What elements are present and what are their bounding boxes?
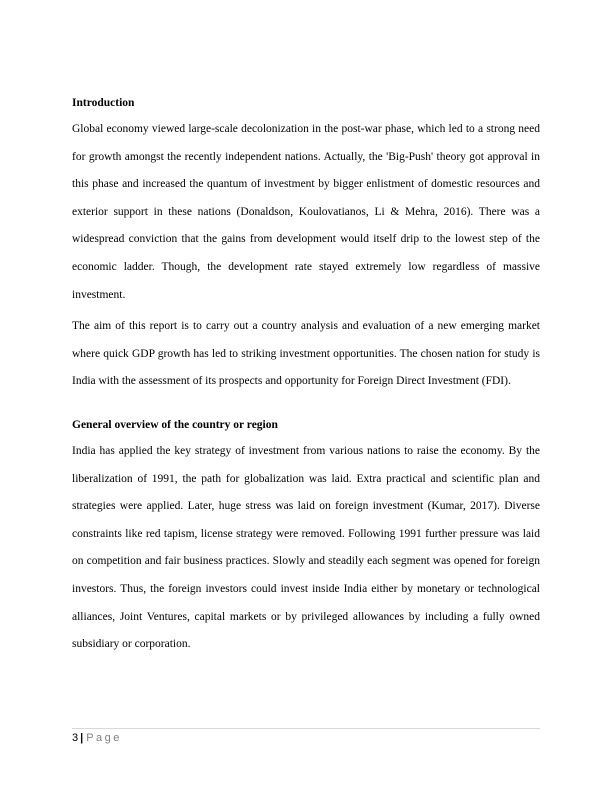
footer-separator: | [80,732,84,744]
introduction-section [72,96,540,396]
document-page [72,96,540,659]
page-label: Page [86,732,122,744]
overview-heading: General overview of the country or region [72,418,278,431]
introduction-paragraph-1: Global economy viewed large-scale decolonization in the post-war phase, which led to a strong need for growth amongst the recently independent nations. Actually, the 'Big-Push' theory got approval in this phase and increased the quantum of investment by bigger enlistment of domestic resources and exterior support in these nations (Donaldson, Koulovatianos, Li & Mehra, 2016). There was a widespread conviction that the gains from development would itself drip to the lowest step of the economic ladder. Though, the development rate stayed extremely low regardless of massive investment. [72,123,540,301]
page-footer [72,728,540,745]
introduction-paragraph-2: The aim of this report is to carry out a country analysis and evaluation of a new emerging market where quick GDP growth has led to striking investment opportunities. The chosen nation for study is India with the assessment of its prospects and opportunity for Foreign Direct Investment (FDI). [72,320,540,388]
overview-paragraph-1: India has applied the key strategy of investment from various nations to raise the economy. By the liberalization of 1991, the path for globalization was laid. Extra practical and scientific plan and strategies were applied. Later, huge stress was laid on foreign investment (Kumar, 2017). Diverse constraints like red tapism, license strategy were removed. Following 1991 further pressure was laid on competition and fair business practices. Slowly and steadily each segment was opened for foreign investors. Thus, the foreign investors could invest inside India either by monetary or technological alliances, Joint Ventures, capital markets or by privileged allowances by including a fully owned subsidiary or corporation. [72,444,540,651]
overview-section [72,418,540,659]
page-number: 3 [72,732,79,744]
introduction-heading: Introduction [72,97,135,109]
